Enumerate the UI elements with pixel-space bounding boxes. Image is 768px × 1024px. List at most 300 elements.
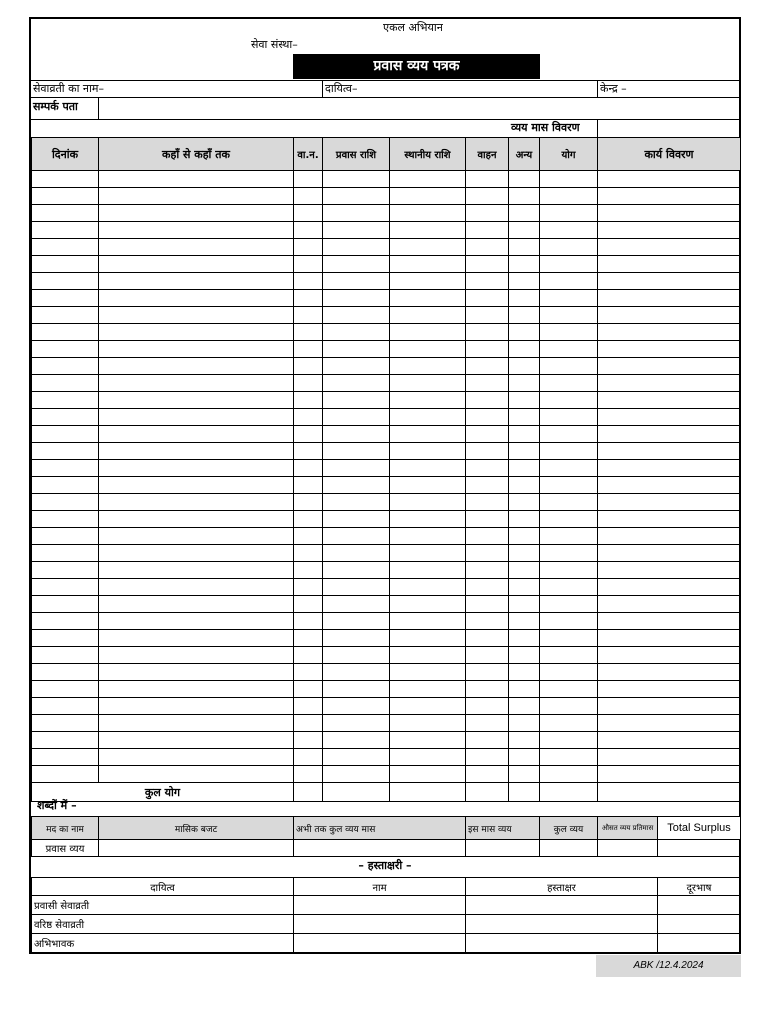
table-cell[interactable] bbox=[390, 273, 466, 290]
table-cell[interactable] bbox=[99, 562, 294, 579]
table-cell[interactable] bbox=[323, 256, 390, 273]
table-cell[interactable] bbox=[294, 511, 323, 528]
table-cell[interactable] bbox=[509, 664, 540, 681]
table-cell[interactable] bbox=[598, 256, 741, 273]
table-cell[interactable] bbox=[99, 613, 294, 630]
table-cell[interactable] bbox=[540, 188, 598, 205]
table-cell[interactable] bbox=[540, 409, 598, 426]
table-cell[interactable] bbox=[32, 579, 99, 596]
table-cell[interactable] bbox=[294, 494, 323, 511]
table-cell[interactable] bbox=[509, 188, 540, 205]
table-cell[interactable] bbox=[509, 443, 540, 460]
table-cell[interactable] bbox=[466, 341, 509, 358]
table-cell[interactable] bbox=[509, 732, 540, 749]
table-cell[interactable] bbox=[509, 239, 540, 256]
table-cell[interactable] bbox=[294, 290, 323, 307]
table-cell[interactable] bbox=[390, 307, 466, 324]
table-cell[interactable] bbox=[390, 494, 466, 511]
table-cell[interactable] bbox=[323, 681, 390, 698]
table-cell[interactable] bbox=[294, 460, 323, 477]
table-cell[interactable] bbox=[99, 477, 294, 494]
table-cell[interactable] bbox=[323, 307, 390, 324]
table-cell[interactable] bbox=[32, 749, 99, 766]
table-cell[interactable] bbox=[323, 358, 390, 375]
table-cell[interactable] bbox=[294, 596, 323, 613]
table-cell[interactable] bbox=[294, 766, 323, 783]
table-cell[interactable] bbox=[32, 256, 99, 273]
table-cell[interactable] bbox=[99, 171, 294, 188]
table-cell[interactable] bbox=[294, 732, 323, 749]
table-cell[interactable] bbox=[598, 171, 741, 188]
table-cell[interactable] bbox=[99, 256, 294, 273]
table-cell[interactable] bbox=[294, 205, 323, 222]
table-cell[interactable] bbox=[390, 324, 466, 341]
table-cell[interactable] bbox=[32, 647, 99, 664]
table-cell[interactable] bbox=[509, 290, 540, 307]
table-cell[interactable] bbox=[390, 732, 466, 749]
table-cell[interactable] bbox=[466, 630, 509, 647]
table-cell[interactable] bbox=[294, 545, 323, 562]
table-cell[interactable] bbox=[32, 290, 99, 307]
table-cell[interactable] bbox=[32, 409, 99, 426]
table-cell[interactable] bbox=[323, 443, 390, 460]
table-cell[interactable] bbox=[323, 613, 390, 630]
table-cell[interactable] bbox=[540, 239, 598, 256]
table-cell[interactable] bbox=[466, 511, 509, 528]
table-cell[interactable] bbox=[598, 443, 741, 460]
table-cell[interactable] bbox=[509, 375, 540, 392]
table-cell[interactable] bbox=[323, 562, 390, 579]
table-cell[interactable] bbox=[32, 324, 99, 341]
table-cell[interactable] bbox=[509, 307, 540, 324]
table-cell[interactable] bbox=[32, 239, 99, 256]
table-cell[interactable] bbox=[466, 358, 509, 375]
table-cell[interactable] bbox=[323, 409, 390, 426]
table-cell[interactable] bbox=[466, 409, 509, 426]
table-cell[interactable] bbox=[99, 443, 294, 460]
table-cell[interactable] bbox=[540, 647, 598, 664]
table-cell[interactable] bbox=[540, 494, 598, 511]
table-cell[interactable] bbox=[294, 341, 323, 358]
table-cell[interactable] bbox=[598, 511, 741, 528]
table-cell[interactable] bbox=[294, 324, 323, 341]
table-cell[interactable] bbox=[323, 647, 390, 664]
table-cell[interactable] bbox=[598, 766, 741, 783]
table-cell[interactable] bbox=[323, 324, 390, 341]
table-cell[interactable] bbox=[32, 307, 99, 324]
table-cell[interactable] bbox=[390, 630, 466, 647]
table-cell[interactable] bbox=[99, 596, 294, 613]
table-cell[interactable] bbox=[598, 494, 741, 511]
table-cell[interactable] bbox=[32, 698, 99, 715]
table-cell[interactable] bbox=[509, 545, 540, 562]
table-cell[interactable] bbox=[509, 205, 540, 222]
table-cell[interactable] bbox=[390, 613, 466, 630]
table-cell[interactable] bbox=[598, 732, 741, 749]
table-cell[interactable] bbox=[390, 460, 466, 477]
table-cell[interactable] bbox=[466, 256, 509, 273]
table-cell[interactable] bbox=[323, 630, 390, 647]
table-cell[interactable] bbox=[509, 511, 540, 528]
table-cell[interactable] bbox=[323, 273, 390, 290]
table-cell[interactable] bbox=[294, 307, 323, 324]
table-cell[interactable] bbox=[466, 528, 509, 545]
table-cell[interactable] bbox=[466, 188, 509, 205]
table-cell[interactable] bbox=[32, 358, 99, 375]
table-cell[interactable] bbox=[323, 749, 390, 766]
table-cell[interactable] bbox=[99, 664, 294, 681]
table-cell[interactable] bbox=[540, 273, 598, 290]
table-cell[interactable] bbox=[509, 647, 540, 664]
table-cell[interactable] bbox=[540, 358, 598, 375]
table-cell[interactable] bbox=[390, 562, 466, 579]
table-cell[interactable] bbox=[99, 698, 294, 715]
table-cell[interactable] bbox=[509, 460, 540, 477]
table-cell[interactable] bbox=[390, 681, 466, 698]
table-cell[interactable] bbox=[509, 630, 540, 647]
table-cell[interactable] bbox=[540, 715, 598, 732]
table-cell[interactable] bbox=[294, 188, 323, 205]
table-cell[interactable] bbox=[540, 290, 598, 307]
table-cell[interactable] bbox=[390, 171, 466, 188]
table-cell[interactable] bbox=[390, 596, 466, 613]
table-cell[interactable] bbox=[598, 477, 741, 494]
table-cell[interactable] bbox=[323, 766, 390, 783]
table-cell[interactable] bbox=[540, 528, 598, 545]
table-cell[interactable] bbox=[323, 477, 390, 494]
table-cell[interactable] bbox=[99, 460, 294, 477]
table-cell[interactable] bbox=[598, 188, 741, 205]
table-cell[interactable] bbox=[32, 477, 99, 494]
table-cell[interactable] bbox=[32, 562, 99, 579]
table-cell[interactable] bbox=[466, 494, 509, 511]
table-cell[interactable] bbox=[323, 222, 390, 239]
table-cell[interactable] bbox=[32, 460, 99, 477]
table-cell[interactable] bbox=[466, 222, 509, 239]
table-cell[interactable] bbox=[540, 681, 598, 698]
table-cell[interactable] bbox=[294, 630, 323, 647]
table-cell[interactable] bbox=[390, 392, 466, 409]
table-cell[interactable] bbox=[294, 749, 323, 766]
table-cell[interactable] bbox=[540, 545, 598, 562]
table-cell[interactable] bbox=[99, 375, 294, 392]
table-cell[interactable] bbox=[323, 596, 390, 613]
table-cell[interactable] bbox=[466, 613, 509, 630]
table-cell[interactable] bbox=[540, 562, 598, 579]
table-cell[interactable] bbox=[99, 358, 294, 375]
table-cell[interactable] bbox=[466, 290, 509, 307]
table-cell[interactable] bbox=[598, 749, 741, 766]
table-cell[interactable] bbox=[598, 205, 741, 222]
table-cell[interactable] bbox=[540, 375, 598, 392]
table-cell[interactable] bbox=[323, 205, 390, 222]
table-cell[interactable] bbox=[32, 511, 99, 528]
table-cell[interactable] bbox=[390, 715, 466, 732]
table-cell[interactable] bbox=[294, 392, 323, 409]
table-cell[interactable] bbox=[32, 341, 99, 358]
table-cell[interactable] bbox=[294, 239, 323, 256]
table-cell[interactable] bbox=[466, 766, 509, 783]
table-cell[interactable] bbox=[323, 188, 390, 205]
table-cell[interactable] bbox=[294, 579, 323, 596]
table-cell[interactable] bbox=[509, 273, 540, 290]
table-cell[interactable] bbox=[294, 171, 323, 188]
table-cell[interactable] bbox=[32, 732, 99, 749]
table-cell[interactable] bbox=[32, 188, 99, 205]
table-cell[interactable] bbox=[598, 324, 741, 341]
table-cell[interactable] bbox=[509, 562, 540, 579]
table-cell[interactable] bbox=[598, 596, 741, 613]
table-cell[interactable] bbox=[540, 698, 598, 715]
table-cell[interactable] bbox=[509, 749, 540, 766]
table-cell[interactable] bbox=[294, 698, 323, 715]
table-cell[interactable] bbox=[466, 426, 509, 443]
table-cell[interactable] bbox=[540, 426, 598, 443]
table-cell[interactable] bbox=[294, 715, 323, 732]
table-cell[interactable] bbox=[466, 443, 509, 460]
table-cell[interactable] bbox=[294, 358, 323, 375]
table-cell[interactable] bbox=[99, 494, 294, 511]
table-cell[interactable] bbox=[99, 545, 294, 562]
table-cell[interactable] bbox=[598, 426, 741, 443]
table-cell[interactable] bbox=[598, 698, 741, 715]
table-cell[interactable] bbox=[294, 409, 323, 426]
table-cell[interactable] bbox=[509, 324, 540, 341]
table-cell[interactable] bbox=[323, 698, 390, 715]
table-cell[interactable] bbox=[390, 443, 466, 460]
table-cell[interactable] bbox=[509, 341, 540, 358]
table-cell[interactable] bbox=[509, 579, 540, 596]
table-cell[interactable] bbox=[32, 494, 99, 511]
table-cell[interactable] bbox=[540, 732, 598, 749]
table-cell[interactable] bbox=[294, 256, 323, 273]
table-cell[interactable] bbox=[323, 494, 390, 511]
table-cell[interactable] bbox=[540, 630, 598, 647]
table-cell[interactable] bbox=[32, 528, 99, 545]
table-cell[interactable] bbox=[466, 596, 509, 613]
table-cell[interactable] bbox=[466, 460, 509, 477]
table-cell[interactable] bbox=[509, 613, 540, 630]
table-cell[interactable] bbox=[598, 409, 741, 426]
table-cell[interactable] bbox=[99, 426, 294, 443]
table-cell[interactable] bbox=[323, 392, 390, 409]
table-cell[interactable] bbox=[540, 307, 598, 324]
table-cell[interactable] bbox=[32, 273, 99, 290]
table-cell[interactable] bbox=[99, 749, 294, 766]
table-cell[interactable] bbox=[466, 324, 509, 341]
table-cell[interactable] bbox=[466, 477, 509, 494]
table-cell[interactable] bbox=[509, 392, 540, 409]
table-cell[interactable] bbox=[509, 477, 540, 494]
table-cell[interactable] bbox=[540, 205, 598, 222]
table-cell[interactable] bbox=[540, 392, 598, 409]
table-cell[interactable] bbox=[466, 579, 509, 596]
table-cell[interactable] bbox=[540, 511, 598, 528]
table-cell[interactable] bbox=[390, 256, 466, 273]
table-cell[interactable] bbox=[598, 341, 741, 358]
table-cell[interactable] bbox=[598, 630, 741, 647]
table-cell[interactable] bbox=[598, 579, 741, 596]
table-cell[interactable] bbox=[466, 375, 509, 392]
table-cell[interactable] bbox=[466, 664, 509, 681]
table-cell[interactable] bbox=[466, 732, 509, 749]
table-cell[interactable] bbox=[99, 630, 294, 647]
table-cell[interactable] bbox=[540, 460, 598, 477]
table-cell[interactable] bbox=[32, 715, 99, 732]
table-cell[interactable] bbox=[390, 375, 466, 392]
table-cell[interactable] bbox=[509, 171, 540, 188]
table-cell[interactable] bbox=[598, 613, 741, 630]
table-cell[interactable] bbox=[390, 239, 466, 256]
table-cell[interactable] bbox=[598, 715, 741, 732]
table-cell[interactable] bbox=[390, 358, 466, 375]
table-cell[interactable] bbox=[99, 205, 294, 222]
table-cell[interactable] bbox=[294, 562, 323, 579]
table-cell[interactable] bbox=[509, 596, 540, 613]
table-cell[interactable] bbox=[598, 358, 741, 375]
table-cell[interactable] bbox=[32, 613, 99, 630]
table-cell[interactable] bbox=[32, 222, 99, 239]
table-cell[interactable] bbox=[540, 477, 598, 494]
table-cell[interactable] bbox=[390, 698, 466, 715]
table-cell[interactable] bbox=[99, 409, 294, 426]
table-cell[interactable] bbox=[294, 477, 323, 494]
table-cell[interactable] bbox=[540, 324, 598, 341]
table-cell[interactable] bbox=[32, 205, 99, 222]
table-cell[interactable] bbox=[323, 460, 390, 477]
table-cell[interactable] bbox=[99, 511, 294, 528]
table-cell[interactable] bbox=[540, 766, 598, 783]
table-cell[interactable] bbox=[466, 171, 509, 188]
table-cell[interactable] bbox=[390, 222, 466, 239]
table-cell[interactable] bbox=[509, 426, 540, 443]
table-cell[interactable] bbox=[509, 409, 540, 426]
table-cell[interactable] bbox=[294, 681, 323, 698]
table-cell[interactable] bbox=[598, 375, 741, 392]
table-cell[interactable] bbox=[32, 630, 99, 647]
table-cell[interactable] bbox=[598, 392, 741, 409]
table-cell[interactable] bbox=[32, 681, 99, 698]
table-cell[interactable] bbox=[99, 732, 294, 749]
table-cell[interactable] bbox=[390, 477, 466, 494]
table-cell[interactable] bbox=[99, 290, 294, 307]
table-cell[interactable] bbox=[32, 171, 99, 188]
table-cell[interactable] bbox=[323, 171, 390, 188]
table-cell[interactable] bbox=[390, 205, 466, 222]
table-cell[interactable] bbox=[99, 239, 294, 256]
table-cell[interactable] bbox=[466, 749, 509, 766]
table-cell[interactable] bbox=[509, 698, 540, 715]
table-cell[interactable] bbox=[509, 715, 540, 732]
table-cell[interactable] bbox=[466, 205, 509, 222]
table-cell[interactable] bbox=[598, 273, 741, 290]
table-cell[interactable] bbox=[390, 766, 466, 783]
table-cell[interactable] bbox=[598, 545, 741, 562]
table-cell[interactable] bbox=[509, 681, 540, 698]
table-cell[interactable] bbox=[390, 647, 466, 664]
table-cell[interactable] bbox=[32, 664, 99, 681]
table-cell[interactable] bbox=[509, 528, 540, 545]
table-cell[interactable] bbox=[466, 307, 509, 324]
table-cell[interactable] bbox=[294, 528, 323, 545]
table-cell[interactable] bbox=[294, 443, 323, 460]
table-cell[interactable] bbox=[323, 528, 390, 545]
table-cell[interactable] bbox=[99, 579, 294, 596]
table-cell[interactable] bbox=[294, 664, 323, 681]
table-cell[interactable] bbox=[466, 647, 509, 664]
table-cell[interactable] bbox=[32, 545, 99, 562]
table-cell[interactable] bbox=[32, 375, 99, 392]
table-cell[interactable] bbox=[390, 528, 466, 545]
table-cell[interactable] bbox=[99, 222, 294, 239]
table-cell[interactable] bbox=[99, 715, 294, 732]
table-cell[interactable] bbox=[32, 426, 99, 443]
table-cell[interactable] bbox=[323, 239, 390, 256]
table-cell[interactable] bbox=[509, 766, 540, 783]
table-cell[interactable] bbox=[466, 698, 509, 715]
table-cell[interactable] bbox=[390, 341, 466, 358]
table-cell[interactable] bbox=[466, 239, 509, 256]
table-cell[interactable] bbox=[390, 426, 466, 443]
table-cell[interactable] bbox=[323, 341, 390, 358]
table-cell[interactable] bbox=[390, 188, 466, 205]
table-cell[interactable] bbox=[598, 528, 741, 545]
table-cell[interactable] bbox=[598, 239, 741, 256]
table-cell[interactable] bbox=[466, 715, 509, 732]
table-cell[interactable] bbox=[323, 664, 390, 681]
table-cell[interactable] bbox=[323, 545, 390, 562]
table-cell[interactable] bbox=[540, 171, 598, 188]
table-cell[interactable] bbox=[390, 409, 466, 426]
table-cell[interactable] bbox=[32, 443, 99, 460]
table-cell[interactable] bbox=[540, 749, 598, 766]
table-cell[interactable] bbox=[99, 647, 294, 664]
table-cell[interactable] bbox=[294, 222, 323, 239]
table-cell[interactable] bbox=[294, 647, 323, 664]
table-cell[interactable] bbox=[323, 511, 390, 528]
table-cell[interactable] bbox=[32, 766, 99, 783]
table-cell[interactable] bbox=[99, 188, 294, 205]
table-cell[interactable] bbox=[466, 545, 509, 562]
table-cell[interactable] bbox=[390, 664, 466, 681]
table-cell[interactable] bbox=[32, 392, 99, 409]
table-cell[interactable] bbox=[540, 664, 598, 681]
table-cell[interactable] bbox=[99, 307, 294, 324]
table-cell[interactable] bbox=[509, 222, 540, 239]
table-cell[interactable] bbox=[540, 256, 598, 273]
table-cell[interactable] bbox=[466, 273, 509, 290]
table-cell[interactable] bbox=[390, 579, 466, 596]
table-cell[interactable] bbox=[598, 460, 741, 477]
table-cell[interactable] bbox=[598, 681, 741, 698]
table-cell[interactable] bbox=[294, 426, 323, 443]
table-cell[interactable] bbox=[99, 273, 294, 290]
table-cell[interactable] bbox=[598, 290, 741, 307]
table-cell[interactable] bbox=[390, 511, 466, 528]
table-cell[interactable] bbox=[540, 613, 598, 630]
table-cell[interactable] bbox=[390, 290, 466, 307]
table-cell[interactable] bbox=[99, 528, 294, 545]
table-cell[interactable] bbox=[323, 290, 390, 307]
table-cell[interactable] bbox=[540, 579, 598, 596]
table-cell[interactable] bbox=[598, 307, 741, 324]
table-cell[interactable] bbox=[99, 392, 294, 409]
table-cell[interactable] bbox=[323, 715, 390, 732]
table-cell[interactable] bbox=[99, 324, 294, 341]
table-cell[interactable] bbox=[323, 579, 390, 596]
table-cell[interactable] bbox=[540, 222, 598, 239]
table-cell[interactable] bbox=[598, 647, 741, 664]
